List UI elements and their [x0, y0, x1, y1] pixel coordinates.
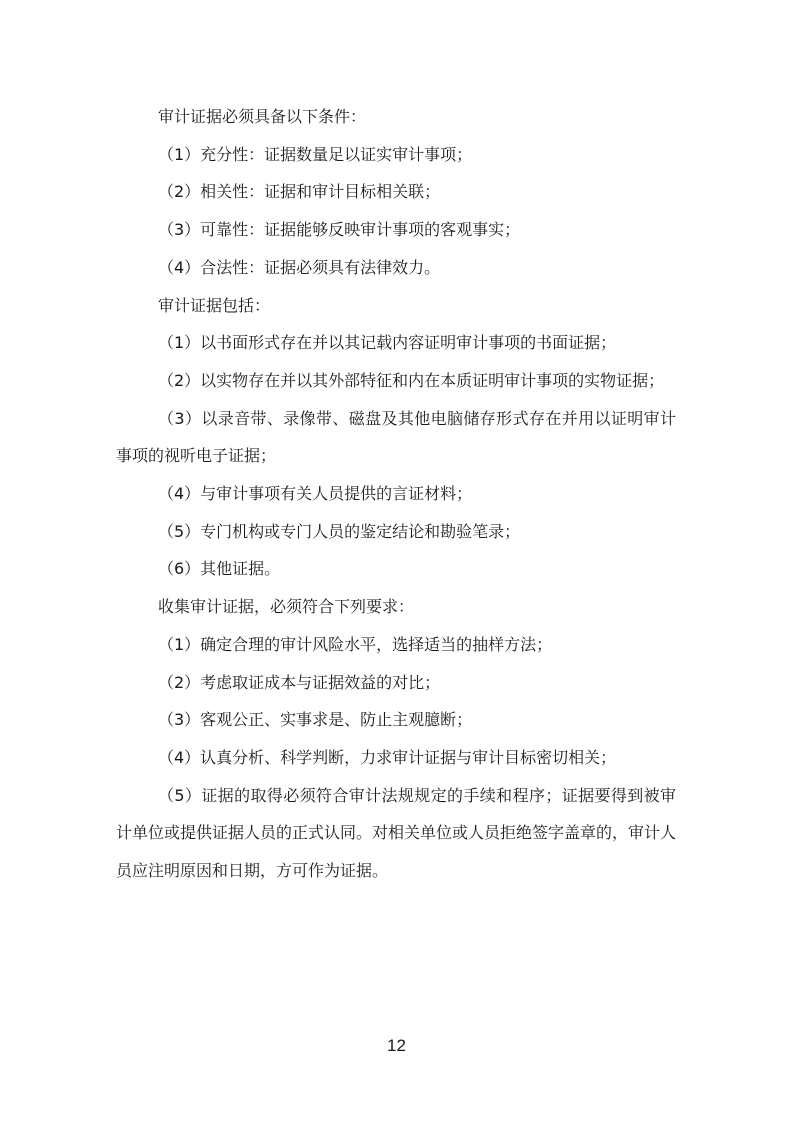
- paragraph-collection-requirements-heading: 收集审计证据，必须符合下列要求：: [158, 597, 415, 617]
- paragraph-condition-reliability: （3）可靠性：证据能够反映审计事项的客观事实；: [158, 220, 521, 240]
- paragraph-requirement-risk-level: （1）确定合理的审计风险水平，选择适当的抽样方法；: [158, 634, 553, 654]
- paragraph-evidence-types-heading: 审计证据包括：: [158, 295, 271, 315]
- paragraph-type-expert: （5）专门机构或专门人员的鉴定结论和勘验笔录；: [158, 521, 521, 541]
- paragraph-condition-legality: （4）合法性：证据必须具有法律效力。: [158, 257, 441, 277]
- paragraph-condition-relevance: （2）相关性：证据和审计目标相关联；: [158, 182, 441, 202]
- paragraph-requirement-procedure: （5）证据的取得必须符合审计法规规定的手续和程序；证据要得到被审计单位或提供证据人员的正式认同。对相关单位或人员拒绝签字盖章的，审计人员应注明原因和日期，方可作为证据。: [116, 785, 677, 881]
- paragraph-type-testimony: （4）与审计事项有关人员提供的言证材料；: [158, 484, 473, 504]
- page-number: 12: [387, 1036, 406, 1055]
- paragraph-requirement-cost-benefit: （2）考虑取证成本与证据效益的对比；: [158, 672, 441, 692]
- paragraph-type-written: （1）以书面形式存在并以其记载内容证明审计事项的书面证据；: [158, 333, 617, 353]
- paragraph-evidence-conditions-heading: 审计证据必须具备以下条件：: [158, 107, 367, 126]
- paragraph-type-other: （6）其他证据。: [158, 559, 281, 579]
- paragraph-requirement-analysis: （4）认真分析、科学判断，力求审计证据与审计目标密切相关；: [158, 747, 617, 767]
- paragraph-requirement-objectivity: （3）客观公正、实事求是、防止主观臆断；: [158, 710, 473, 730]
- paragraph-type-physical: （2）以实物存在并以其外部特征和内在本质证明审计事项的实物证据；: [158, 370, 665, 390]
- document-body: [116, 98, 676, 890]
- paragraph-type-audiovisual: （3）以录音带、录像带、磁盘及其他电脑储存形式存在并用以证明审计事项的视听电子证据；: [116, 408, 676, 466]
- paragraph-condition-sufficiency: （1）充分性：证据数量足以证实审计事项；: [158, 144, 473, 164]
